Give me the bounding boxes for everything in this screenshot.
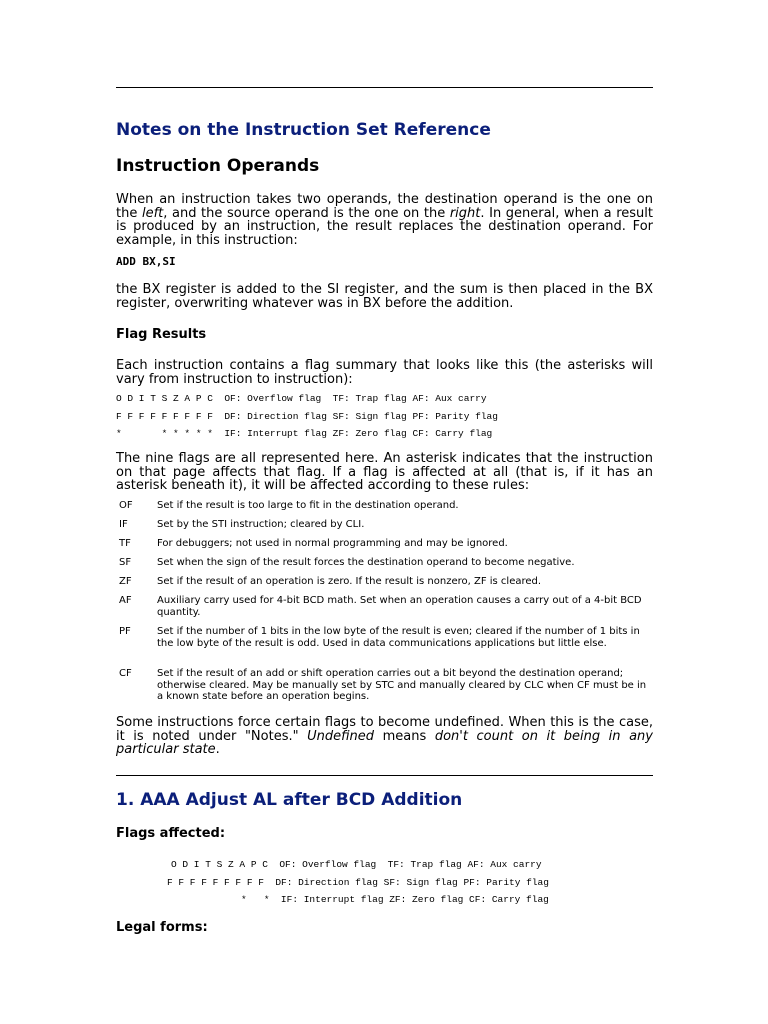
operands-heading: Instruction Operands [116,156,320,176]
flag-description: Auxiliary carry used for 4-bit BCD math. Set when an operation causes a carry out of a 4-bit BCD quantity. [157,595,642,618]
example-explanation: the BX register is added to the SI register, and the sum is then placed in the BX register, overwriting whatever was in BX before the addition. [116,282,653,311]
page-title: Notes on the Instruction Set Reference [116,120,491,140]
aaa-section-title: 1. AAA Adjust AL after BCD Addition [116,790,463,810]
flag-summary-line: O D I T S Z A P C OF: Overflow flag TF: Trap flag AF: Aux carry [116,393,487,404]
flag-description: For debuggers; not used in normal programming and may be ignored. [157,538,508,549]
flag-description: Set by the STI instruction; cleared by CLI. [157,519,365,530]
flags-explanation: The nine flags are all represented here. An asterisk indicates that the instruction on that page affects that flag. If a flag is affected at all (that is, if it has an asterisk beneath it), it will be affected according to these rules: [116,451,653,494]
flag-code: SF [119,557,132,568]
example-code: ADD BX,SI [116,255,176,268]
flag-code: IF [119,519,128,530]
flag-description: Set if the result is too large to fit in the destination operand. [157,500,459,511]
flag-code: ZF [119,576,132,587]
flag-description: Set if the result of an operation is zero. If the result is nonzero, ZF is cleared. [157,576,542,587]
flag-code: OF [119,500,133,511]
undefined-flags-note: Some instructions force certain flags to become undefined. When this is the case, it is noted under "Notes." Undefined means don't count on it being in any particular state. [116,715,653,758]
aaa-flag-line: * * IF: Interrupt flag ZF: Zero flag CF: Carry flag [184,894,549,905]
flag-description: Set if the number of 1 bits in the low byte of the result is even; cleared if the number of 1 bits in the low byte of the result is odd. Used in data communications applications but little else. [157,626,640,649]
flag-code: CF [119,668,132,679]
flag-results-heading: Flag Results [116,327,207,342]
aaa-flag-line: O D I T S Z A P C OF: Overflow flag TF: Trap flag AF: Aux carry [171,859,542,870]
flag-summary-line: F F F F F F F F F DF: Direction flag SF: Sign flag PF: Parity flag [116,410,498,422]
flag-description: Set if the result of an add or shift operation carries out a bit beyond the destination operand; otherwise cleared. May be manually set by STC and manually cleared by CLC when CF must be in a known state before an operation begins. [157,668,647,702]
operands-intro-paragraph: When an instruction takes two operands, the destination operand is the one on the left, and the source operand is the one on the right. In general, when a result is produced by an instruction, the result replaces the destination operand. For example, in this instruction: [116,192,653,249]
flag-code: TF [119,538,131,549]
flag-summary-intro: Each instruction contains a flag summary that looks like this (the asterisks will vary from instruction to instruction): [116,358,653,387]
flags-affected-heading: Flags affected: [116,826,226,841]
flag-description: Set when the sign of the result forces the destination operand to become negative. [157,557,575,568]
flag-code: AF [119,595,132,606]
flag-summary-line: * * * * * * IF: Interrupt flag ZF: Zero flag CF: Carry flag [116,428,493,439]
aaa-flag-line: F F F F F F F F F DF: Direction flag SF: Sign flag PF: Parity flag [167,876,549,888]
legal-forms-heading: Legal forms: [116,920,208,935]
section-rule [116,775,653,776]
top-rule [116,87,653,88]
flag-code: PF [119,626,131,637]
